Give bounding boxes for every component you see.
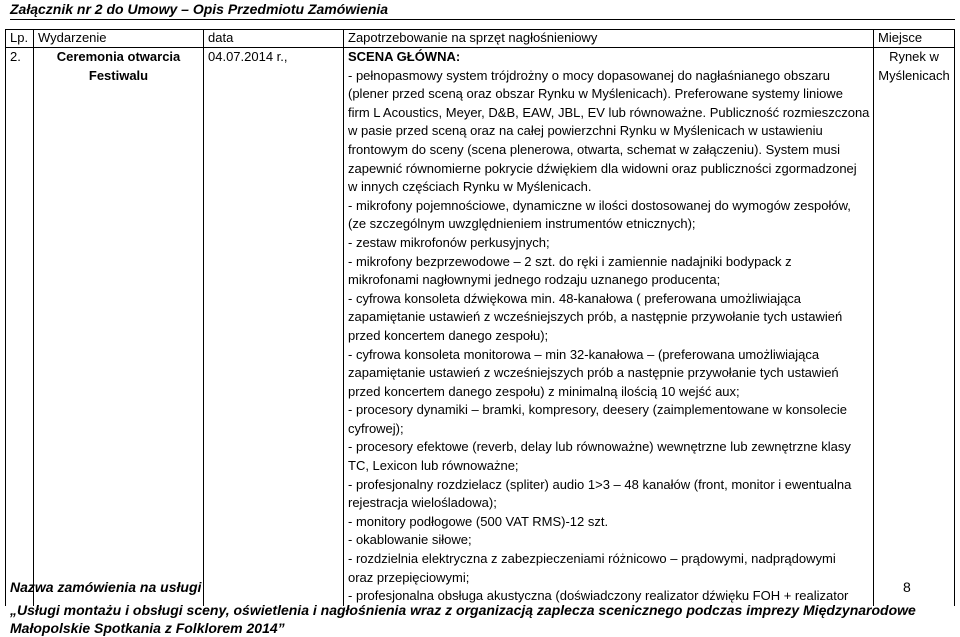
requirements-line: - profesjonalny rozdzielacz (spliter) audio 1>3 – 48 kanałów (front, monitor i ewentualna (348, 476, 852, 492)
requirements-line: cyfrowej); (348, 420, 404, 436)
column-header-event: Wydarzenie (34, 30, 204, 48)
table-row (6, 48, 955, 606)
requirements-table (5, 29, 955, 606)
column-header-requirements: Zapotrzebowanie na sprzęt nagłośnieniowy (344, 30, 874, 48)
requirements-line: rejestracja wielośladowa); (348, 495, 497, 511)
column-header-date: data (204, 30, 344, 48)
requirements-line: oraz przepięciowymi; (348, 569, 470, 585)
requirements-line: (plener przed sceną oraz obszar Rynku w Myślenicach). Preferowane systemy liniowe (348, 86, 843, 102)
order-name-label: Nazwa zamówienia na usługi (10, 579, 202, 595)
row-place: Rynek w Myślenicach (874, 48, 955, 606)
requirements-line: (ze szczególnym uwzględnieniem instrumentów etnicznych); (348, 216, 696, 232)
requirements-line: zapamiętanie ustawień z wcześniejszych prób a następnie przywołanie tych ustawień (348, 365, 839, 381)
row-lp: 2. (6, 48, 34, 606)
page-number: 8 (903, 579, 911, 595)
requirements-line: - mikrofony pojemnościowe, dynamiczne w ilości dostosowanej do wymogów zespołów, (348, 197, 851, 213)
requirements-line: - rozdzielnia elektryczna z zabezpieczeniami różnicowo – prądowymi, nadprądowymi (348, 551, 836, 567)
column-header-lp: Lp. (6, 30, 34, 48)
requirements-lines (348, 67, 869, 606)
requirements-line: - procesory efektowe (reverb, delay lub równoważne) wewnętrzne lub zewnętrzne klasy (348, 439, 851, 455)
requirements-line: zapewnić równomierne pokrycie dźwiękiem dla widowni oraz publiczności zgormadzonej (348, 160, 857, 176)
requirements-line: przed koncertem danego zespołu) z minimalną ilością 10 wejść aux; (348, 383, 740, 399)
requirements-line: - profesjonalna obsługa akustyczna (doświadczony realizator dźwięku FOH + realizator (348, 588, 849, 604)
row-requirements (344, 48, 874, 606)
order-description: „Usługi montażu i obsługi sceny, oświetlenia i nagłośnienia wraz z organizacją zaplecza scenicznego podczas imprezy Międzynarodowe Małopolskie Spotkania z Folklorem 2014” (10, 602, 916, 636)
requirements-line: - mikrofony bezprzewodowe – 2 szt. do ręki i zamiennie nadajniki bodypack z (348, 253, 792, 269)
row-date: 04.07.2014 r., (204, 48, 344, 606)
document-title: Załącznik nr 2 do Umowy – Opis Przedmiotu Zamówienia (10, 1, 389, 17)
requirements-line: TC, Lexicon lub równoważne; (348, 458, 519, 474)
requirements-line: w pasie przed sceną oraz na całej powierzchni Rynku w Myślenicach w ustawieniu (348, 123, 823, 139)
requirements-line: - monitory podłogowe (500 VAT RMS)-12 szt. (348, 513, 609, 529)
requirements-line: - okablowanie siłowe; (348, 532, 472, 548)
requirements-line: zapamiętanie ustawień z wcześniejszych prób, a następnie przywołanie tych ustawień (348, 309, 843, 325)
requirements-line: - cyfrowa konsoleta dźwiękowa min. 48-kanałowa ( preferowana umożliwiająca (348, 290, 802, 306)
row-event: Ceremonia otwarcia Festiwalu (34, 48, 204, 606)
requirements-heading: SCENA GŁÓWNA: (348, 49, 461, 64)
requirements-line: - procesory dynamiki – bramki, kompresory, deesery (zaimplementowane w konsolecie (348, 402, 848, 418)
requirements-line: frontowym do sceny (scena plenerowa, otwarta, schemat w załączeniu). System musi (348, 141, 841, 157)
requirements-line: - zestaw mikrofonów perkusyjnych; (348, 234, 550, 250)
title-underline (10, 19, 955, 20)
requirements-line: przed koncertem danego zespołu); (348, 327, 549, 343)
requirements-line: w innych częściach Rynku w Myślenicach. (348, 179, 592, 195)
requirements-line: firm L Acoustics, Meyer, D&B, EAW, JBL, EV lub równoważne. Publiczność rozmieszczona (348, 104, 870, 120)
requirements-line: - pełnopasmowy system trójdrożny o mocy dopasowanej do nagłaśnianego obszaru (348, 67, 830, 83)
requirements-line: - cyfrowa konsoleta monitorowa – min 32-kanałowa – (preferowana umożliwiająca (348, 346, 820, 362)
requirements-line: mikrofonami nagłownymi jednego rodzaju uznanego producenta; (348, 272, 721, 288)
table-header-row (6, 30, 955, 48)
column-header-place: Miejsce (874, 30, 955, 48)
